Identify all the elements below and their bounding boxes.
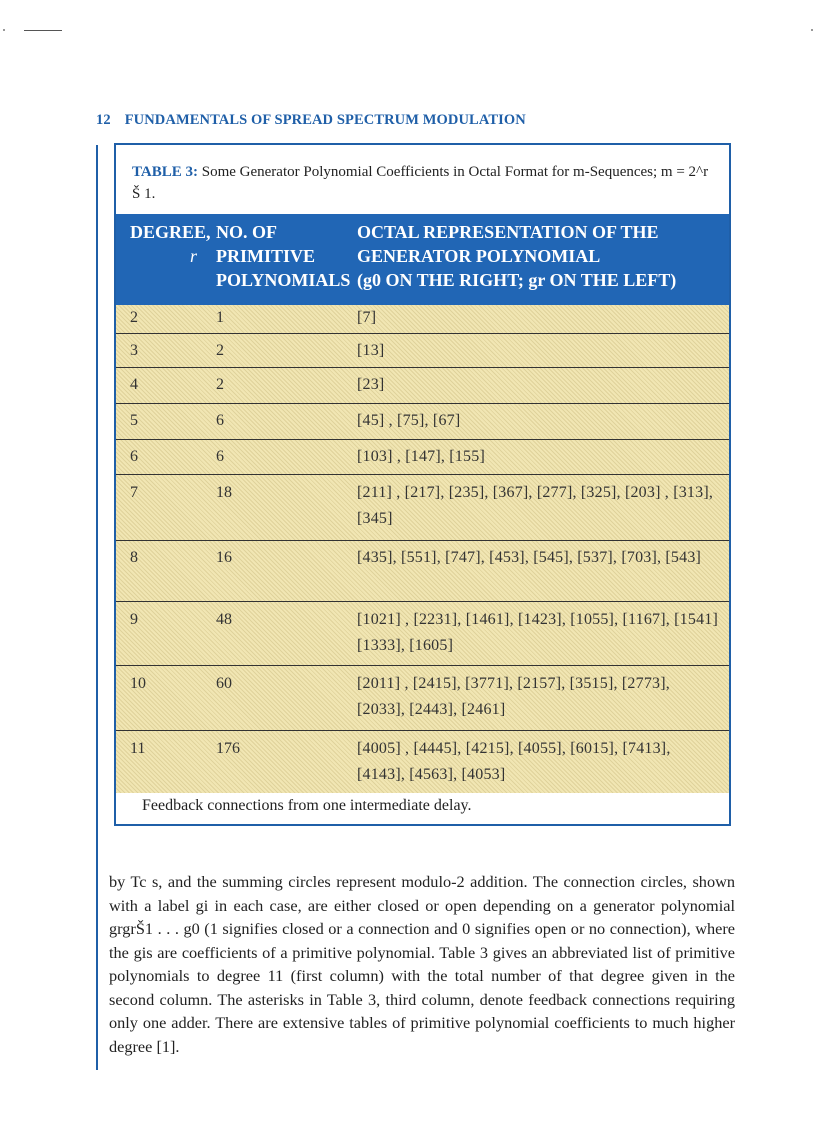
page-number: 12 xyxy=(96,112,111,128)
header-octal-line1: OCTAL REPRESENTATION OF THE xyxy=(357,222,659,242)
header-octal xyxy=(357,220,727,292)
cell-count: 2 xyxy=(216,342,224,359)
cell-octal: [435], [551], [747], [453], [545], [537], [703], [543] xyxy=(357,549,702,566)
table-3 xyxy=(114,143,731,826)
cell-octal: [211] , [217], [235], [367], [277], [325], [203] , [313], [345] xyxy=(357,484,714,527)
table-caption-label: TABLE 3: xyxy=(132,164,198,180)
table-row xyxy=(116,475,729,541)
table-row xyxy=(116,541,729,602)
cell-count: 6 xyxy=(216,412,224,429)
cell-degree: 6 xyxy=(130,448,138,465)
cell-count: 60 xyxy=(216,675,232,692)
table-row xyxy=(116,440,729,475)
table-row xyxy=(116,305,729,334)
crop-dot-right xyxy=(811,29,813,31)
cell-count: 18 xyxy=(216,484,232,501)
cell-count: 176 xyxy=(216,740,240,757)
header-octal-line3: (g0 ON THE RIGHT; gr ON THE LEFT) xyxy=(357,270,677,290)
table-footnote: Feedback connections from one intermediate delay. xyxy=(142,797,472,814)
side-rule xyxy=(96,145,98,1070)
header-count-line3: POLYNOMIALS xyxy=(216,270,351,290)
running-head-title: FUNDAMENTALS OF SPREAD SPECTRUM MODULATION xyxy=(124,112,526,128)
cell-octal: [23] xyxy=(357,376,385,393)
table-row xyxy=(116,602,729,666)
cell-octal: [1021] , [2231], [1461], [1423], [1055], [1167], [1541][1333], [1605] xyxy=(357,611,718,654)
cell-count: 6 xyxy=(216,448,224,465)
cell-count: 2 xyxy=(216,376,224,393)
header-degree xyxy=(130,220,225,268)
header-degree-line2: r xyxy=(189,246,197,266)
cell-octal: [13] xyxy=(357,342,385,359)
cell-degree: 5 xyxy=(130,412,138,429)
cell-degree: 4 xyxy=(130,376,138,393)
table-row xyxy=(116,731,729,793)
cell-degree: 2 xyxy=(130,309,138,326)
corner-crop-mark xyxy=(24,30,62,31)
cell-degree: 9 xyxy=(130,611,138,628)
header-count xyxy=(216,220,351,292)
crop-dot-left xyxy=(3,29,5,31)
cell-octal: [45] , [75], [67] xyxy=(357,412,461,429)
table-row xyxy=(116,334,729,368)
cell-degree: 8 xyxy=(130,549,138,566)
cell-count: 16 xyxy=(216,549,232,566)
header-count-line1: NO. OF xyxy=(216,222,277,242)
header-count-line2: PRIMITIVE xyxy=(216,246,316,266)
cell-degree: 11 xyxy=(130,740,146,757)
table-row xyxy=(116,666,729,731)
cell-degree: 10 xyxy=(130,675,146,692)
cell-octal: [7] xyxy=(357,309,377,326)
table-caption xyxy=(132,161,712,205)
cell-degree: 7 xyxy=(130,484,138,501)
table-header xyxy=(116,214,729,305)
header-octal-line2: GENERATOR POLYNOMIAL xyxy=(357,246,601,266)
table-row xyxy=(116,404,729,440)
cell-count: 48 xyxy=(216,611,232,628)
header-degree-line1: DEGREE, xyxy=(130,222,211,242)
cell-octal: [2011] , [2415], [3771], [2157], [3515], [2773], [2033], [2443], [2461] xyxy=(357,675,670,718)
table-caption-text: Some Generator Polynomial Coefficients in Octal Format for m-Sequences; m = 2^r Š 1. xyxy=(132,164,709,202)
cell-count: 1 xyxy=(216,309,224,326)
cell-degree: 3 xyxy=(130,342,138,359)
body-paragraph: by Tc s, and the summing circles represent modulo-2 addition. The connection circles, shown with a label gi in each case, are either closed or open depending on a generator polynomial grgrŠ1 . . . g0 (1 signifies closed or a connection and 0 signifies open or no connection), where the gis are coefficients of a primitive polynomial. Table 3 gives an abbreviated list of primitive polynomials to degree 11 (first column) with the total number of that degree given in the second column. The asterisks in Table 3, third column, denote feedback connections requiring only one adder. There are extensive tables of primitive polynomial coefficients to much higher degree [1]. xyxy=(109,872,735,1056)
table-row xyxy=(116,368,729,404)
cell-octal: [103] , [147], [155] xyxy=(357,448,485,465)
cell-octal: [4005] , [4445], [4215], [4055], [6015], [7413], [4143], [4563], [4053] xyxy=(357,740,671,783)
running-head xyxy=(96,112,526,129)
